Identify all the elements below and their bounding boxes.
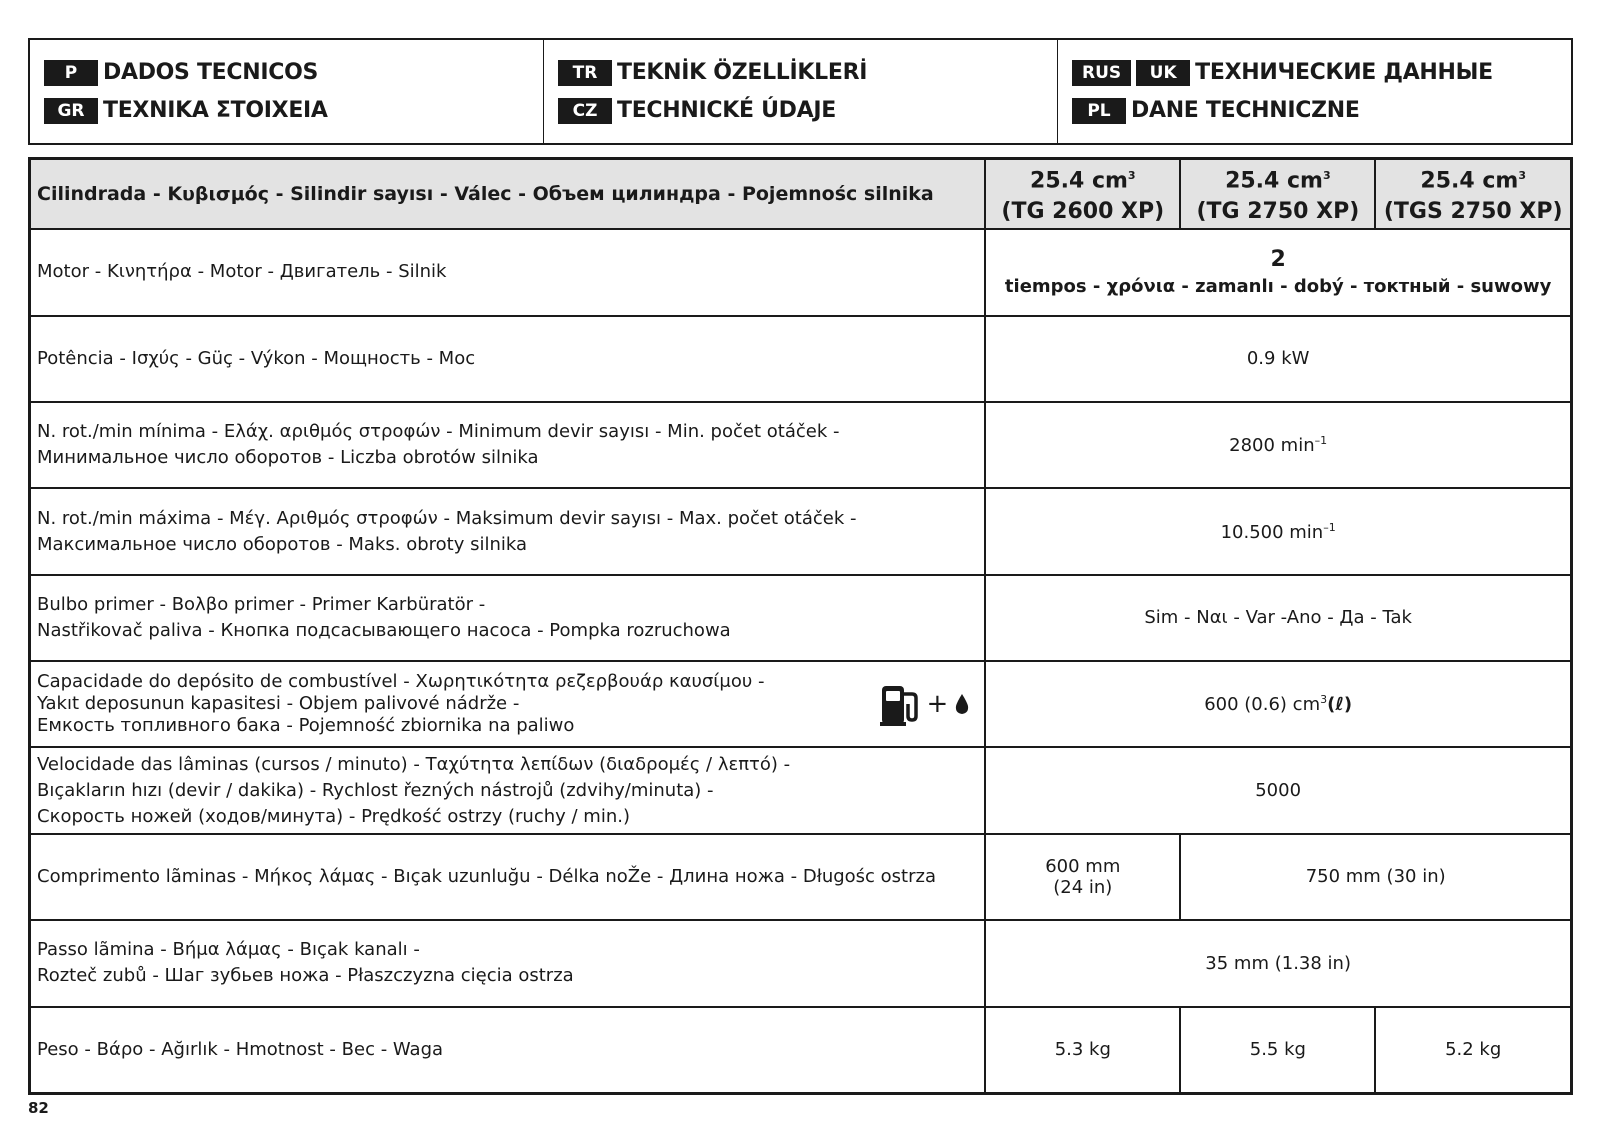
speed-label-line1: Velocidade das lâminas (cursos / minuto) - Ταχύτητα λεπίδων (διαδρομές / λεπτό) - (37, 753, 791, 775)
power-value: 0.9 kW (985, 316, 1571, 402)
primer-label (30, 575, 986, 661)
header-col-3 (1057, 40, 1571, 143)
rpm-min-label-line2: Минимальное число оборотов - Liczba obrotów silnika (37, 447, 539, 469)
row-rpm-min (30, 402, 1572, 488)
row-motor (30, 229, 1572, 315)
lang-badge-uk: UK (1136, 60, 1190, 86)
tank-label-line1: Capacidade do depósito de combustível - Χωρητικότητα ρεζερβουάρ καυσίμου - (37, 671, 765, 693)
model-displacement: 25.4 cm (1225, 168, 1323, 194)
rpm-min-number: 2800 min (1229, 435, 1315, 457)
tank-value-text: 600 (0.6) cm (1204, 694, 1321, 716)
rpm-min-sup: –1 (1314, 434, 1328, 448)
model-displacement: 25.4 cm (1420, 168, 1519, 194)
header-line-pl (1072, 98, 1571, 124)
page-number: 82 (28, 1099, 49, 1117)
rpm-min-value (985, 402, 1571, 488)
motor-strokes-text: tiempos - χρόνια - zamanlı - dobý - тoктный - suwowy (1004, 276, 1552, 298)
row-primer (30, 575, 1572, 661)
length-label: Comprimento lãminas - Μήκος λάμας - Bıçak uzunluğu - Délka noŽe - Длина ножа - Długośc ostrza (30, 834, 986, 920)
speed-label-line2: Bıçakların hızı (devir / dakika) - Rychlost řezných nástrojů (zdvihy/minuta) - (37, 779, 714, 801)
header-title-tr: TEKNİK ÖZELLİKLERİ (617, 60, 868, 85)
length-value1-in: (24 in) (1053, 876, 1113, 898)
rpm-max-number: 10.500 min (1220, 521, 1324, 543)
tank-label-line2: Yakıt deposunun kapasitesi - Objem palivové nádrže - (37, 693, 520, 715)
header-title-cz: TECHNICKÉ ÚDAJE (617, 98, 836, 123)
header-title-pl: DANE TECHNICZNE (1131, 98, 1360, 123)
header-col-2 (543, 40, 1057, 143)
rpm-max-label-line1: N. rot./min máxima - Μέγ. Αριθμός στροφών - Maksimum devir sayısı - Max. počet otáček - (37, 507, 857, 529)
row-blade-length (30, 834, 1572, 920)
row-weight (30, 1007, 1572, 1094)
cube-sup: 3 (1127, 169, 1136, 183)
speed-value: 5000 (985, 747, 1571, 833)
header-title-p: DADOS TECNICOS (103, 60, 319, 85)
header-line-gr (44, 98, 543, 124)
power-label: Potência - Ισχύς - Güç - Výkon - Мощность - Moc (30, 316, 986, 402)
cube-sup: 3 (1322, 169, 1331, 183)
speed-label (30, 747, 986, 833)
fuel-oil-icons (880, 682, 970, 726)
header-line-cz (558, 98, 1057, 124)
header-line-tr (558, 60, 1057, 86)
rpm-max-value (985, 488, 1571, 574)
rpm-max-label-line2: Максимальное число оборотов - Maks. obroty silnika (37, 533, 528, 555)
pitch-label (30, 920, 986, 1006)
displacement-label: Cilindrada - Κυβισμός - Silindir sayısı - Válec - Объем цилиндра - Pojemnośc silnika (30, 159, 986, 230)
model-name: (TG 2750 XP) (1196, 198, 1360, 224)
motor-label: Motor - Κινητήρα - Motor - Двигатель - Silnik (30, 229, 986, 315)
tank-value (985, 661, 1571, 747)
tank-label-line3: Емкость топливного бака - Pojemność zbiornika na paliwo (37, 715, 575, 737)
rpm-min-label (30, 402, 986, 488)
model-displacement: 25.4 cm (1030, 168, 1128, 194)
cube-sup: 3 (1518, 169, 1526, 183)
header-box (28, 38, 1573, 145)
rpm-min-label-line1: N. rot./min mínima - Ελάχ. αριθμός στροφών - Minimum devir sayısı - Min. počet otáček - (37, 421, 840, 443)
spec-header-row (30, 159, 1572, 230)
pitch-value: 35 mm (1.38 in) (985, 920, 1571, 1006)
plus-sign: + (926, 689, 949, 720)
header-title-rus: ТЕХНИЧЕСКИЕ ДАННЫЕ (1195, 60, 1493, 85)
model-name: (TGS 2750 XP) (1383, 198, 1563, 224)
header-col-1 (30, 40, 543, 143)
weight-label: Peso - Bάρο - Ağırlık - Hmotnost - Bec - Waga (30, 1007, 986, 1094)
lang-badge-gr: GR (44, 98, 98, 124)
primer-value: Sim - Ναι - Var -Ano - Да - Tak (985, 575, 1571, 661)
length-value1-mm: 600 mm (1045, 855, 1121, 877)
tank-value-unit: (ℓ) (1327, 694, 1353, 716)
motor-value (985, 229, 1571, 315)
weight-value-tg2600: 5.3 kg (985, 1007, 1180, 1094)
spec-table (28, 157, 1573, 1095)
lang-badge-cz: CZ (558, 98, 612, 124)
length-value-tg2750: 750 mm (30 in) (1180, 834, 1571, 920)
weight-value-tg2750: 5.5 kg (1180, 1007, 1375, 1094)
speed-label-line3: Скорость ножей (ходов/минута) - Prędkość ostrzy (ruchy / min.) (37, 805, 630, 827)
model-name: (TG 2600 XP) (1001, 198, 1165, 224)
tank-label (30, 661, 986, 747)
header-line-p (44, 60, 543, 86)
tank-label-text (37, 671, 764, 737)
primer-label-line1: Bulbo primer - Βολβο primer - Primer Karbüratör - (37, 593, 486, 615)
lang-badge-pl: PL (1072, 98, 1126, 124)
row-power (30, 316, 1572, 402)
row-tank (30, 661, 1572, 747)
model-header-tg2750 (1180, 159, 1375, 230)
lang-badge-p: P (44, 60, 98, 86)
row-rpm-max (30, 488, 1572, 574)
header-line-rus-uk (1072, 60, 1571, 86)
pitch-label-line1: Passo lãmina - Βήμα λάμας - Bıçak kanalı - (37, 939, 420, 961)
lang-badge-tr: TR (558, 60, 612, 86)
weight-value-tgs2750: 5.2 kg (1375, 1007, 1571, 1094)
header-title-gr: TEXNIKA ΣTOIXEIA (103, 98, 328, 123)
motor-strokes: 2 (1270, 247, 1286, 273)
pitch-label-line2: Rozteč zubů - Шаг зубьев ножа - Płaszczyzna cięcia ostrza (37, 965, 574, 987)
row-blade-speed (30, 747, 1572, 833)
fuel-pump-icon (880, 682, 920, 726)
rpm-max-label (30, 488, 986, 574)
model-header-tgs2750 (1375, 159, 1571, 230)
lang-badge-rus: RUS (1072, 60, 1131, 86)
rpm-max-sup: –1 (1323, 520, 1336, 534)
oil-drop-icon (954, 693, 970, 715)
model-header-tg2600 (985, 159, 1180, 230)
primer-label-line2: Nastřikovač paliva - Кнопка подсасывающего насоса - Pompka rozruchowa (37, 619, 731, 641)
row-blade-pitch (30, 920, 1572, 1006)
tank-label-wrap (37, 671, 984, 737)
tank-value-sup: 3 (1320, 693, 1328, 707)
length-value-tg2600 (985, 834, 1180, 920)
